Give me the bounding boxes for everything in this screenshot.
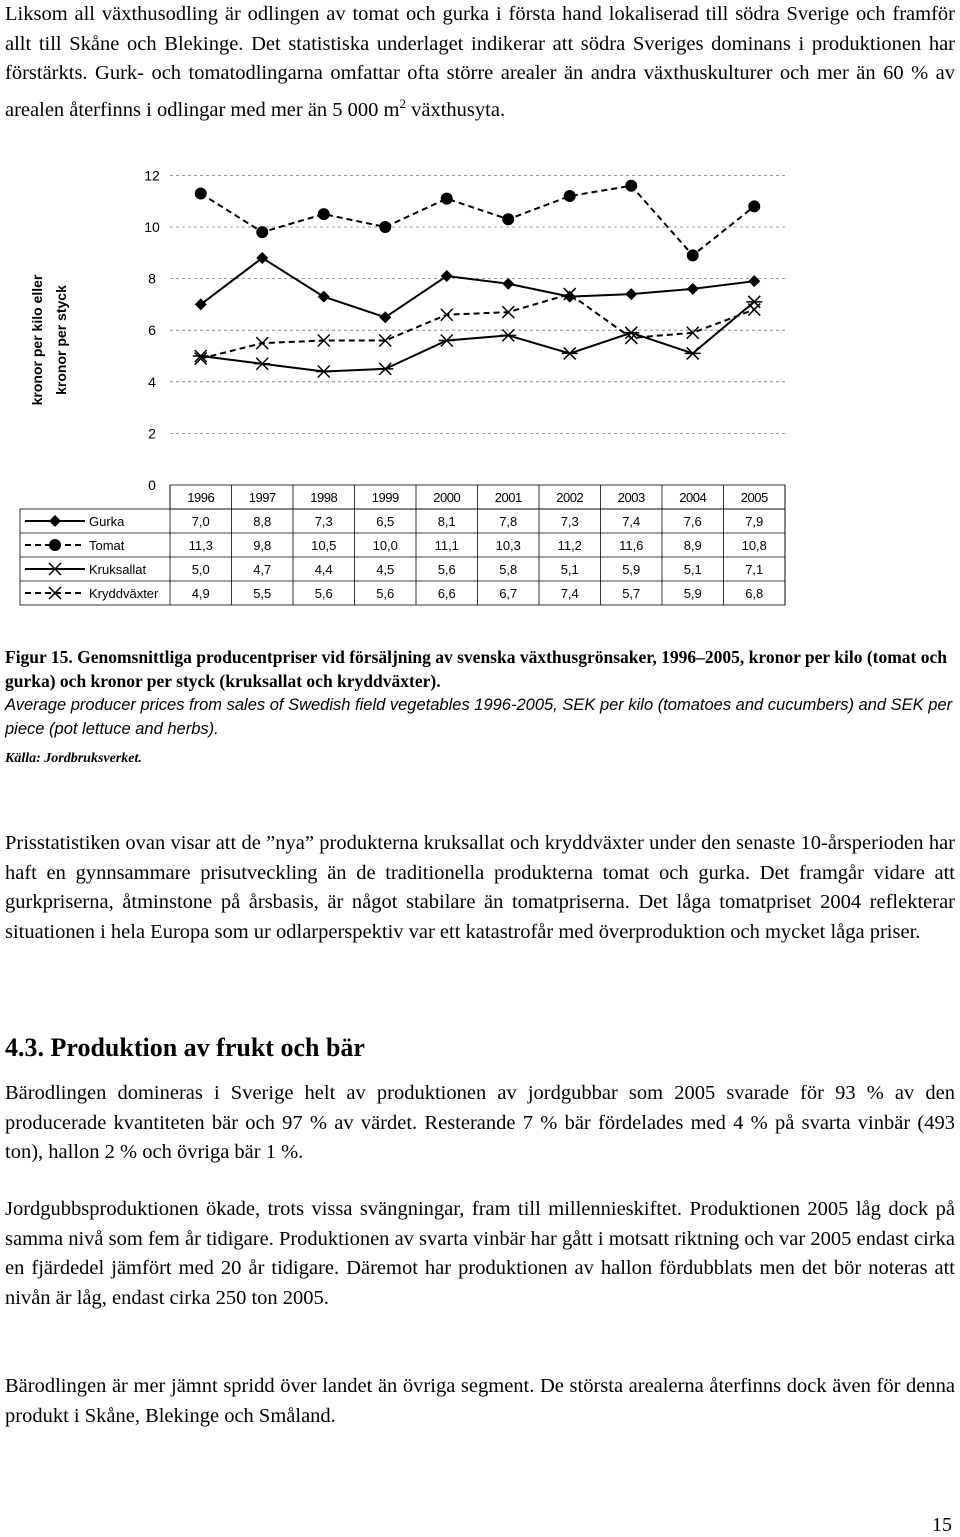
star-marker (500, 329, 516, 341)
data-label: 10,8 (741, 538, 767, 553)
circle-marker (687, 249, 699, 261)
x-tick-label: 2001 (494, 490, 522, 505)
x-tick-label: 1998 (310, 490, 338, 505)
y-tick-label: 10 (144, 219, 160, 235)
data-label: 6,5 (376, 514, 395, 529)
data-label: 5,6 (376, 586, 395, 601)
data-label: 5,1 (683, 562, 702, 577)
legend-key-kryddväxter (25, 587, 85, 599)
data-label: 10,0 (372, 538, 398, 553)
series-line (201, 258, 755, 317)
paragraph-distribution (5, 1372, 955, 1431)
data-label: 8,9 (683, 538, 702, 553)
y-axis-label (29, 274, 69, 405)
data-label: 11,6 (619, 538, 644, 553)
star-marker (316, 365, 332, 377)
page-number: 15 (932, 1514, 952, 1536)
data-label: 7,3 (314, 514, 333, 529)
star-marker (439, 335, 455, 347)
data-label: 7,6 (683, 514, 702, 529)
series-line (201, 302, 755, 372)
paragraph-text: Prisstatistiken ovan visar att de ”nya” produkterna kruksallat och kryddväxter under den senaste 10-årsperioden har haft en gynnsammare prisutveckling än de traditionella produkterna tomat och gurka. Det framgår vidare att gurkpriserna, åtminstone på årsbasis, är något stabilare än tomatpriserna. Det låga tomatpriset 2004 reflekterar situationen i hela Europa som ur odlarperspektiv var ett katastrofår med överproduktion och mycket låga priser. (5, 832, 955, 943)
data-label: 5,9 (622, 562, 641, 577)
x-tick-label: 1997 (248, 490, 276, 505)
intro-end: växthusyta. (406, 98, 506, 121)
data-label: 7,9 (745, 514, 764, 529)
data-label: 5,9 (683, 586, 702, 601)
x-tick-label: 2002 (556, 490, 584, 505)
paragraph-text: Bärodlingen domineras i Sverige helt av produktionen av jordgubbar som 2005 svarade för 93 % av den producerade kvantiteten bär och 97 % av värdet. Resterande 7 % bär fördelades med 4 % på svarta vinbär (493 ton), hallon 2 % och övriga bär 1 %. (5, 1082, 955, 1163)
price-chart (0, 150, 960, 630)
data-label: 6,7 (499, 586, 518, 601)
y-axis-label-line: kronor per styck (53, 285, 69, 395)
x-tick-label: 1996 (187, 490, 215, 505)
legend-key-tomat (25, 539, 85, 551)
legend-label: Gurka (89, 514, 125, 529)
star-marker (562, 347, 578, 359)
paragraph-price-statistics (5, 829, 955, 947)
diamond-marker (49, 515, 61, 527)
data-label: 6,6 (437, 586, 456, 601)
data-label: 7,8 (499, 514, 518, 529)
data-label: 4,9 (191, 586, 210, 601)
data-label: 11,3 (188, 538, 213, 553)
star-marker (193, 350, 209, 362)
data-label: 11,1 (434, 538, 459, 553)
y-tick-label: 4 (148, 373, 156, 390)
data-label: 5,6 (437, 562, 456, 577)
paragraph-text: Jordgubbsproduktionen ökade, trots vissa svängningar, fram till millennieskiftet. Produktionen 2005 låg dock på samma nivå som fem år tidigare. Produktionen av svarta vinbär har gått i motsatt riktning och var 2005 endast cirka en fjärdedel jämfört med 20 år tidigare. Däremot har produktionen av hallon fördubblats men det bör noteras att nivån är låg, endast cirka 250 ton 2005. (5, 1198, 955, 1309)
diamond-marker (502, 278, 514, 290)
paragraph-text: Bärodlingen är mer jämnt spridd över landet än övriga segment. De största arealerna återfinns dock även för denna produkt i Skåne, Blekinge och Småland. (5, 1375, 955, 1427)
series-line (201, 294, 755, 359)
circle-marker (49, 539, 61, 551)
circle-marker (625, 180, 637, 192)
circle-marker (379, 221, 391, 233)
circle-marker (256, 226, 268, 238)
data-label: 7,0 (191, 514, 210, 529)
diamond-marker (441, 270, 453, 282)
data-label: 5,8 (499, 562, 518, 577)
legend-key-kruksallat (25, 563, 85, 575)
series-kruksallat (193, 296, 763, 378)
star-marker (47, 563, 63, 575)
diamond-marker (318, 291, 330, 303)
data-label: 9,8 (253, 538, 272, 553)
data-label: 5,7 (622, 586, 641, 601)
data-label: 5,6 (314, 586, 333, 601)
y-tick-label: 2 (148, 425, 156, 442)
legend-key-gurka (25, 515, 85, 527)
y-tick-label: 12 (144, 167, 160, 184)
y-tick-label: 8 (148, 270, 156, 287)
data-label: 7,4 (560, 586, 579, 601)
caption-swedish: Figur 15. Genomsnittliga producentpriser vid försäljning av svenska växthusgrönsaker, 1996–2005, kronor per kilo (tomat och gurka) och kronor per styck (kruksallat och kryddväxter). (5, 647, 948, 691)
data-label: 10,3 (495, 538, 521, 553)
data-label: 7,3 (560, 514, 579, 529)
diamond-marker (748, 275, 760, 287)
star-marker (254, 358, 270, 370)
star-marker (377, 363, 393, 375)
data-label: 6,8 (745, 586, 764, 601)
caption-source: Källa: Jordbruksverket. (5, 751, 142, 766)
x-marker (256, 337, 268, 349)
data-label: 4,7 (253, 562, 272, 577)
circle-marker (748, 200, 760, 212)
x-tick-label: 2004 (679, 490, 707, 505)
series-line (201, 186, 755, 256)
circle-marker (195, 187, 207, 199)
circle-marker (318, 208, 330, 220)
data-label: 7,4 (622, 514, 641, 529)
data-label: 5,0 (191, 562, 210, 577)
x-marker (441, 309, 453, 321)
data-label: 11,2 (557, 538, 582, 553)
intro-superscript: 2 (399, 95, 406, 111)
x-tick-label: 2003 (617, 490, 645, 505)
diamond-marker (625, 288, 637, 300)
legend-label: Kruksallat (89, 562, 147, 577)
legend-label: Tomat (89, 538, 125, 553)
y-axis-label-line: kronor per kilo eller (29, 274, 45, 406)
figure-caption (5, 645, 955, 769)
intro-text: Liksom all växthusodling är odlingen av tomat och gurka i första hand lokaliserad till södra Sverige och framför allt till Skåne och Blekinge. Det statistiska underlaget indikerar att södra Sveriges dominans i produktionen har förstärkts. Gurk- och tomatodlingarna omfattar ofta större arealer än andra växthuskulturer och mer än 60 % av arealen återfinns i odlingar med mer än 5 000 m (5, 3, 955, 121)
x-tick-label: 2000 (433, 490, 461, 505)
data-label: 8,8 (253, 514, 272, 529)
diamond-marker (379, 311, 391, 323)
x-marker (195, 353, 207, 365)
data-label: 4,5 (376, 562, 395, 577)
diamond-marker (687, 283, 699, 295)
data-label: 5,5 (253, 586, 272, 601)
circle-marker (502, 213, 514, 225)
intro-paragraph (5, 0, 955, 125)
data-label: 4,4 (314, 562, 333, 577)
circle-marker (441, 193, 453, 205)
y-tick-label: 0 (148, 477, 156, 493)
series-kryddväxter (195, 288, 761, 365)
data-label: 8,1 (437, 514, 456, 529)
x-tick-label: 1999 (371, 490, 399, 505)
caption-english: Average producer prices from sales of Swedish field vegetables 1996-2005, SEK per kilo (tomatoes and cucumbers) and SEK per piece (pot lettuce and herbs). (5, 696, 953, 738)
data-label: 7,1 (745, 562, 764, 577)
legend-label: Kryddväxter (89, 586, 159, 601)
section-heading: 4.3. Produktion av frukt och bär (5, 1033, 365, 1062)
x-tick-label: 2005 (740, 490, 768, 505)
y-tick-label: 6 (148, 322, 156, 339)
data-label: 10,5 (311, 538, 337, 553)
series-tomat (195, 180, 761, 262)
paragraph-berries (5, 1079, 955, 1168)
x-marker (748, 304, 760, 316)
circle-marker (564, 190, 576, 202)
paragraph-strawberries (5, 1195, 955, 1313)
data-label: 5,1 (560, 562, 579, 577)
